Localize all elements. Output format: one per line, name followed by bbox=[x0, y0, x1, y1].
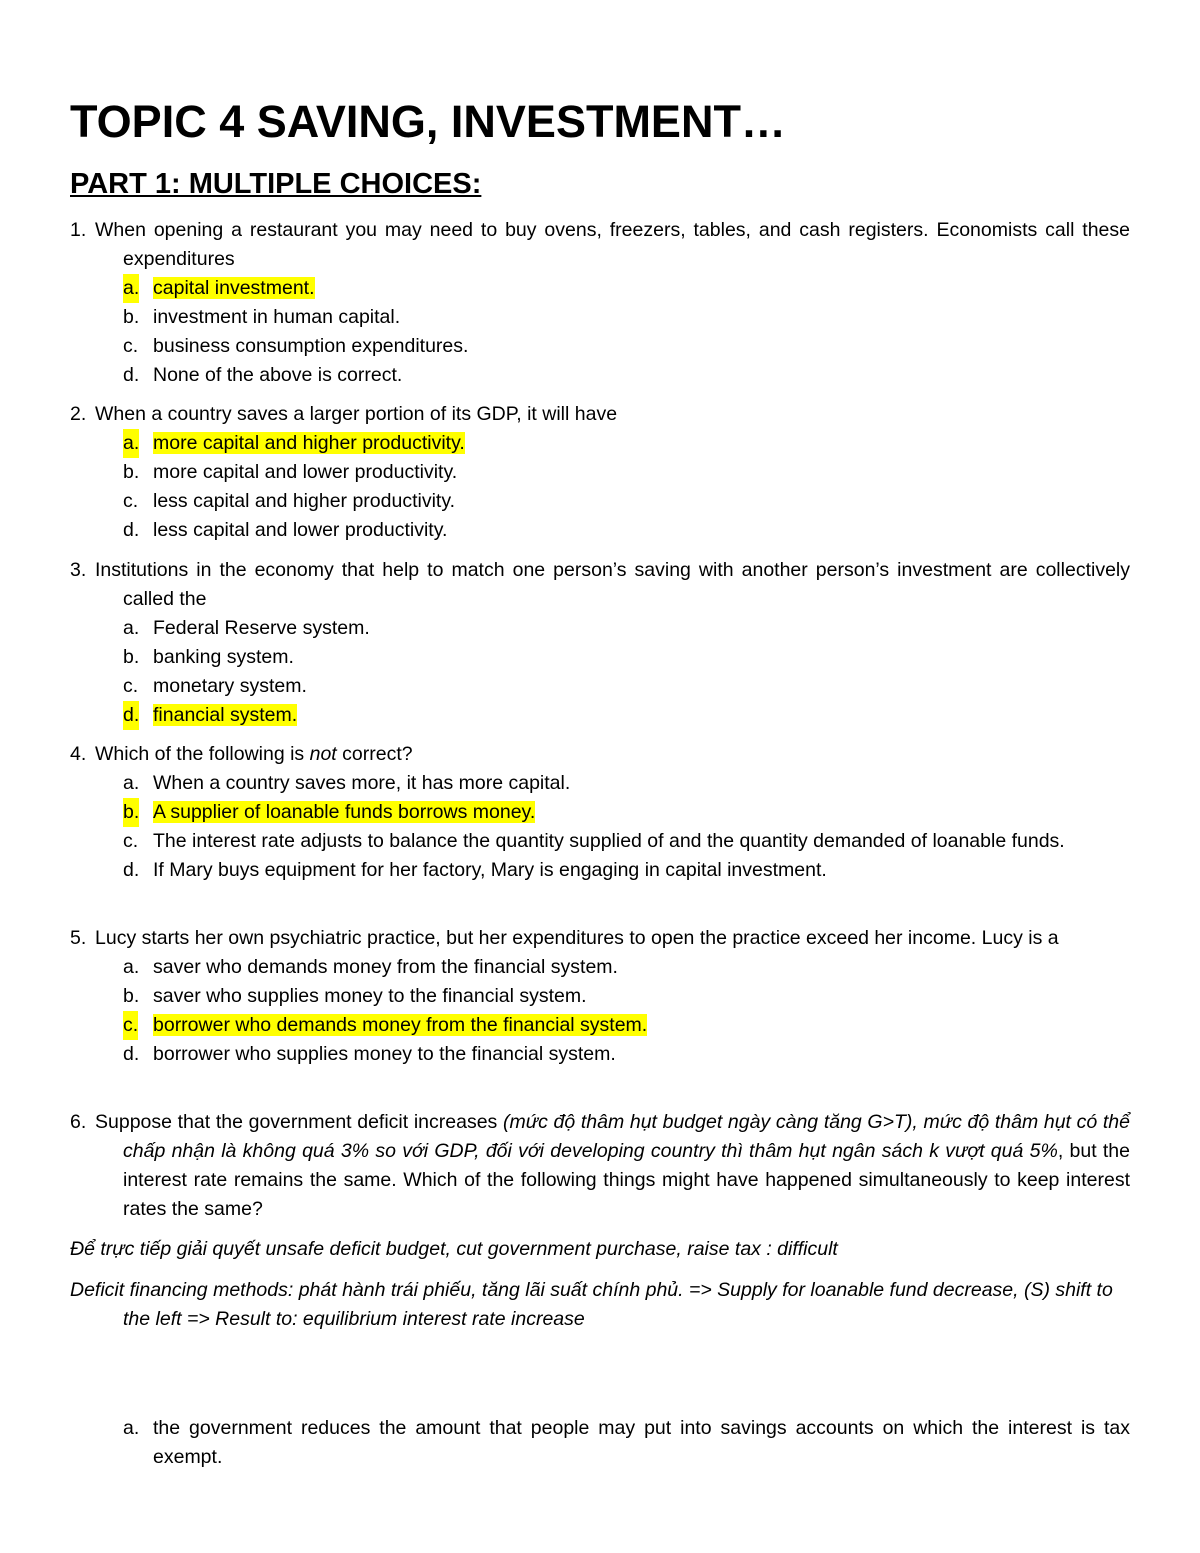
option-a: a. Federal Reserve system. bbox=[123, 617, 370, 639]
option-text: When a country saves more, it has more capital. bbox=[153, 772, 571, 794]
option-a: a. saver who demands money from the financial system. bbox=[123, 956, 618, 978]
option-text: banking system. bbox=[153, 646, 294, 668]
options-list bbox=[70, 1414, 1130, 1472]
options-list bbox=[70, 274, 1130, 390]
option-text: capital investment. bbox=[153, 277, 315, 299]
question-text: Lucy starts her own psychiatric practice, but her expenditures to open the practice exceed her income. Lucy is a bbox=[95, 927, 1059, 949]
options-list bbox=[70, 769, 1130, 885]
question-number: 6. bbox=[70, 1111, 87, 1133]
question-4: 4. Which of the following is not correct? a. When a country saves more, it has more capital. b. A supplier of loanable funds borrows money. c. The interest rate adjusts to balance the quantity supplied of and the quantity demanded of loanable funds. d. If Mary buys equipment for her factory, Mary is engaging in capital investment. bbox=[70, 740, 1130, 885]
option-d: d. financial system. bbox=[70, 701, 1130, 730]
option-b: b. banking system. bbox=[123, 646, 294, 668]
option-text: financial system. bbox=[153, 704, 298, 726]
option-text: less capital and lower productivity. bbox=[153, 519, 448, 541]
option-text: If Mary buys equipment for her factory, Mary is engaging in capital investment. bbox=[153, 859, 827, 881]
options-list bbox=[70, 614, 1130, 730]
question-text: When a country saves a larger portion of its GDP, it will have bbox=[95, 403, 618, 425]
option-a: a. the government reduces the amount that people may put into savings accounts on which the interest is tax exempt. bbox=[123, 1417, 1130, 1468]
option-c: c. less capital and higher productivity. bbox=[123, 490, 456, 512]
option-text: None of the above is correct. bbox=[153, 364, 403, 386]
note-1: Để trực tiếp giải quyết unsafe deficit budget, cut government purchase, raise tax : difficult bbox=[70, 1238, 838, 1260]
option-text: more capital and higher productivity. bbox=[153, 432, 465, 454]
option-a: a. When a country saves more, it has more capital. bbox=[123, 772, 571, 794]
note-2: Deficit financing methods: phát hành trái phiếu, tăng lãi suất chính phủ. => Supply for loanable fund decrease, (S) shift to the left => Result to: equilibrium interest rate increase bbox=[70, 1279, 1113, 1330]
option-b: b. A supplier of loanable funds borrows money. bbox=[70, 798, 1130, 827]
option-d: d. borrower who supplies money to the financial system. bbox=[123, 1043, 616, 1065]
question-3 bbox=[70, 556, 1130, 730]
option-text: the government reduces the amount that people may put into savings accounts on which the interest is tax exempt. bbox=[153, 1417, 1130, 1468]
option-text: Federal Reserve system. bbox=[153, 617, 370, 639]
option-text: more capital and lower productivity. bbox=[153, 461, 458, 483]
question-2 bbox=[70, 400, 1130, 545]
question-number: 5. bbox=[70, 927, 87, 949]
options-list bbox=[70, 429, 1130, 545]
option-a: a. more capital and higher productivity. bbox=[70, 429, 1130, 458]
option-b: b. investment in human capital. bbox=[123, 306, 401, 328]
question-text: Institutions in the economy that help to match one person’s saving with another person’s investment are collectively called the bbox=[95, 559, 1130, 610]
question-annotation: (mức độ thâm hụt budget ngày càng tăng G>T), mức độ thâm hụt có thể chấp nhận là không quá 3% so với GDP, đối với developing country thì thâm hụt ngân sách k vượt quá 5% bbox=[123, 1111, 1130, 1162]
option-text: business consumption expenditures. bbox=[153, 335, 469, 357]
option-c: c. The interest rate adjusts to balance the quantity supplied of and the quantity demanded of loanable funds. bbox=[123, 830, 1065, 852]
question-6-options bbox=[70, 1414, 1130, 1472]
option-text: saver who demands money from the financial system. bbox=[153, 956, 618, 978]
options-list bbox=[70, 953, 1130, 1069]
option-text: monetary system. bbox=[153, 675, 307, 697]
question-emphasis: not bbox=[309, 743, 337, 765]
document-title: TOPIC 4 SAVING, INVESTMENT… bbox=[70, 96, 786, 147]
question-text: When opening a restaurant you may need to buy ovens, freezers, tables, and cash registers. Economists call these expenditures bbox=[95, 219, 1130, 270]
question-number: 2. bbox=[70, 403, 87, 425]
part-heading: PART 1: MULTIPLE CHOICES: bbox=[70, 168, 482, 200]
option-text: less capital and higher productivity. bbox=[153, 490, 456, 512]
question-6: 6. Suppose that the government deficit increases (mức độ thâm hụt budget ngày càng tăng G>T), mức độ thâm hụt có thể chấp nhận là không quá 3% so với GDP, đối với developing country thì thâm hụt ngân sách k vượt quá 5%, but the interest rate remains the same. Which of the following things might have happened simultaneously to keep interest rates the same? bbox=[70, 1108, 1130, 1224]
option-text: investment in human capital. bbox=[153, 306, 401, 328]
option-d: d. less capital and lower productivity. bbox=[123, 519, 448, 541]
question-1 bbox=[70, 216, 1130, 390]
option-d: d. None of the above is correct. bbox=[123, 364, 403, 386]
question-number: 4. bbox=[70, 743, 87, 765]
option-text: The interest rate adjusts to balance the quantity supplied of and the quantity demanded of loanable funds. bbox=[153, 830, 1065, 852]
question-number: 1. bbox=[70, 219, 87, 241]
question-5 bbox=[70, 924, 1130, 1069]
question-number: 3. bbox=[70, 559, 87, 581]
option-a: a. capital investment. bbox=[70, 274, 1130, 303]
option-c: c. borrower who demands money from the financial system. bbox=[70, 1011, 1130, 1040]
option-c: c. monetary system. bbox=[123, 675, 307, 697]
option-b: b. more capital and lower productivity. bbox=[123, 461, 458, 483]
option-text: borrower who demands money from the financial system. bbox=[153, 1014, 648, 1036]
option-text: saver who supplies money to the financial system. bbox=[153, 985, 587, 1007]
option-c: c. business consumption expenditures. bbox=[123, 335, 469, 357]
option-text: borrower who supplies money to the financial system. bbox=[153, 1043, 616, 1065]
option-b: b. saver who supplies money to the financial system. bbox=[123, 985, 587, 1007]
option-d: d. If Mary buys equipment for her factory, Mary is engaging in capital investment. bbox=[123, 859, 827, 881]
option-text: A supplier of loanable funds borrows money. bbox=[153, 801, 536, 823]
